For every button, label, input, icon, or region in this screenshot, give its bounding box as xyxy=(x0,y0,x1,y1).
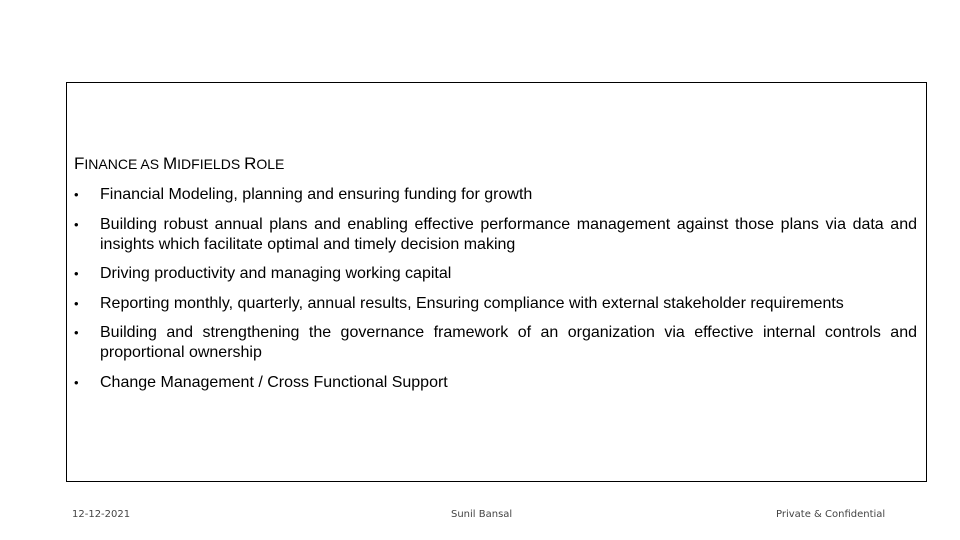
bullet-text: Change Management / Cross Functional Support xyxy=(100,373,448,391)
bullet-icon: • xyxy=(74,216,79,232)
bullet-list xyxy=(74,185,917,402)
title-part: F xyxy=(74,154,85,173)
footer-date: 12-12-2021 xyxy=(72,509,131,520)
bullet-icon: • xyxy=(74,266,79,281)
list-item xyxy=(74,294,917,314)
title-part: IDFIELDS xyxy=(177,156,245,172)
title-part: R xyxy=(244,154,257,173)
title-part: M xyxy=(162,154,178,173)
title-part: INANCE AS xyxy=(84,156,163,172)
bullet-text: Reporting monthly, quarterly, annual results, Ensuring compliance with external stakeholder requirements xyxy=(100,294,844,312)
bullet-text: Financial Modeling, planning and ensuring funding for growth xyxy=(100,186,533,203)
bullet-text: Driving productivity and managing working capital xyxy=(100,265,452,282)
list-item xyxy=(74,323,917,363)
footer-author: Sunil Bansal xyxy=(451,509,513,520)
bullet-icon: • xyxy=(74,295,79,311)
title-part: OLE xyxy=(256,156,285,172)
list-item xyxy=(74,373,917,393)
list-item xyxy=(74,264,917,284)
list-item xyxy=(74,215,917,255)
bullet-icon: • xyxy=(74,374,79,390)
slide-title xyxy=(74,154,284,174)
bullet-icon: • xyxy=(74,187,79,202)
bullet-text: Building robust annual plans and enabling effective performance management against those plans via data and insights which facilitate optimal and timely decision making xyxy=(100,215,917,253)
bullet-text: Building and strengthening the governance framework of an organization via effective internal controls and proportional ownership xyxy=(100,324,917,361)
bullet-icon: • xyxy=(74,325,79,340)
content-box xyxy=(66,82,927,482)
footer-confidentiality: Private & Confidential xyxy=(776,509,886,520)
list-item xyxy=(74,185,917,205)
